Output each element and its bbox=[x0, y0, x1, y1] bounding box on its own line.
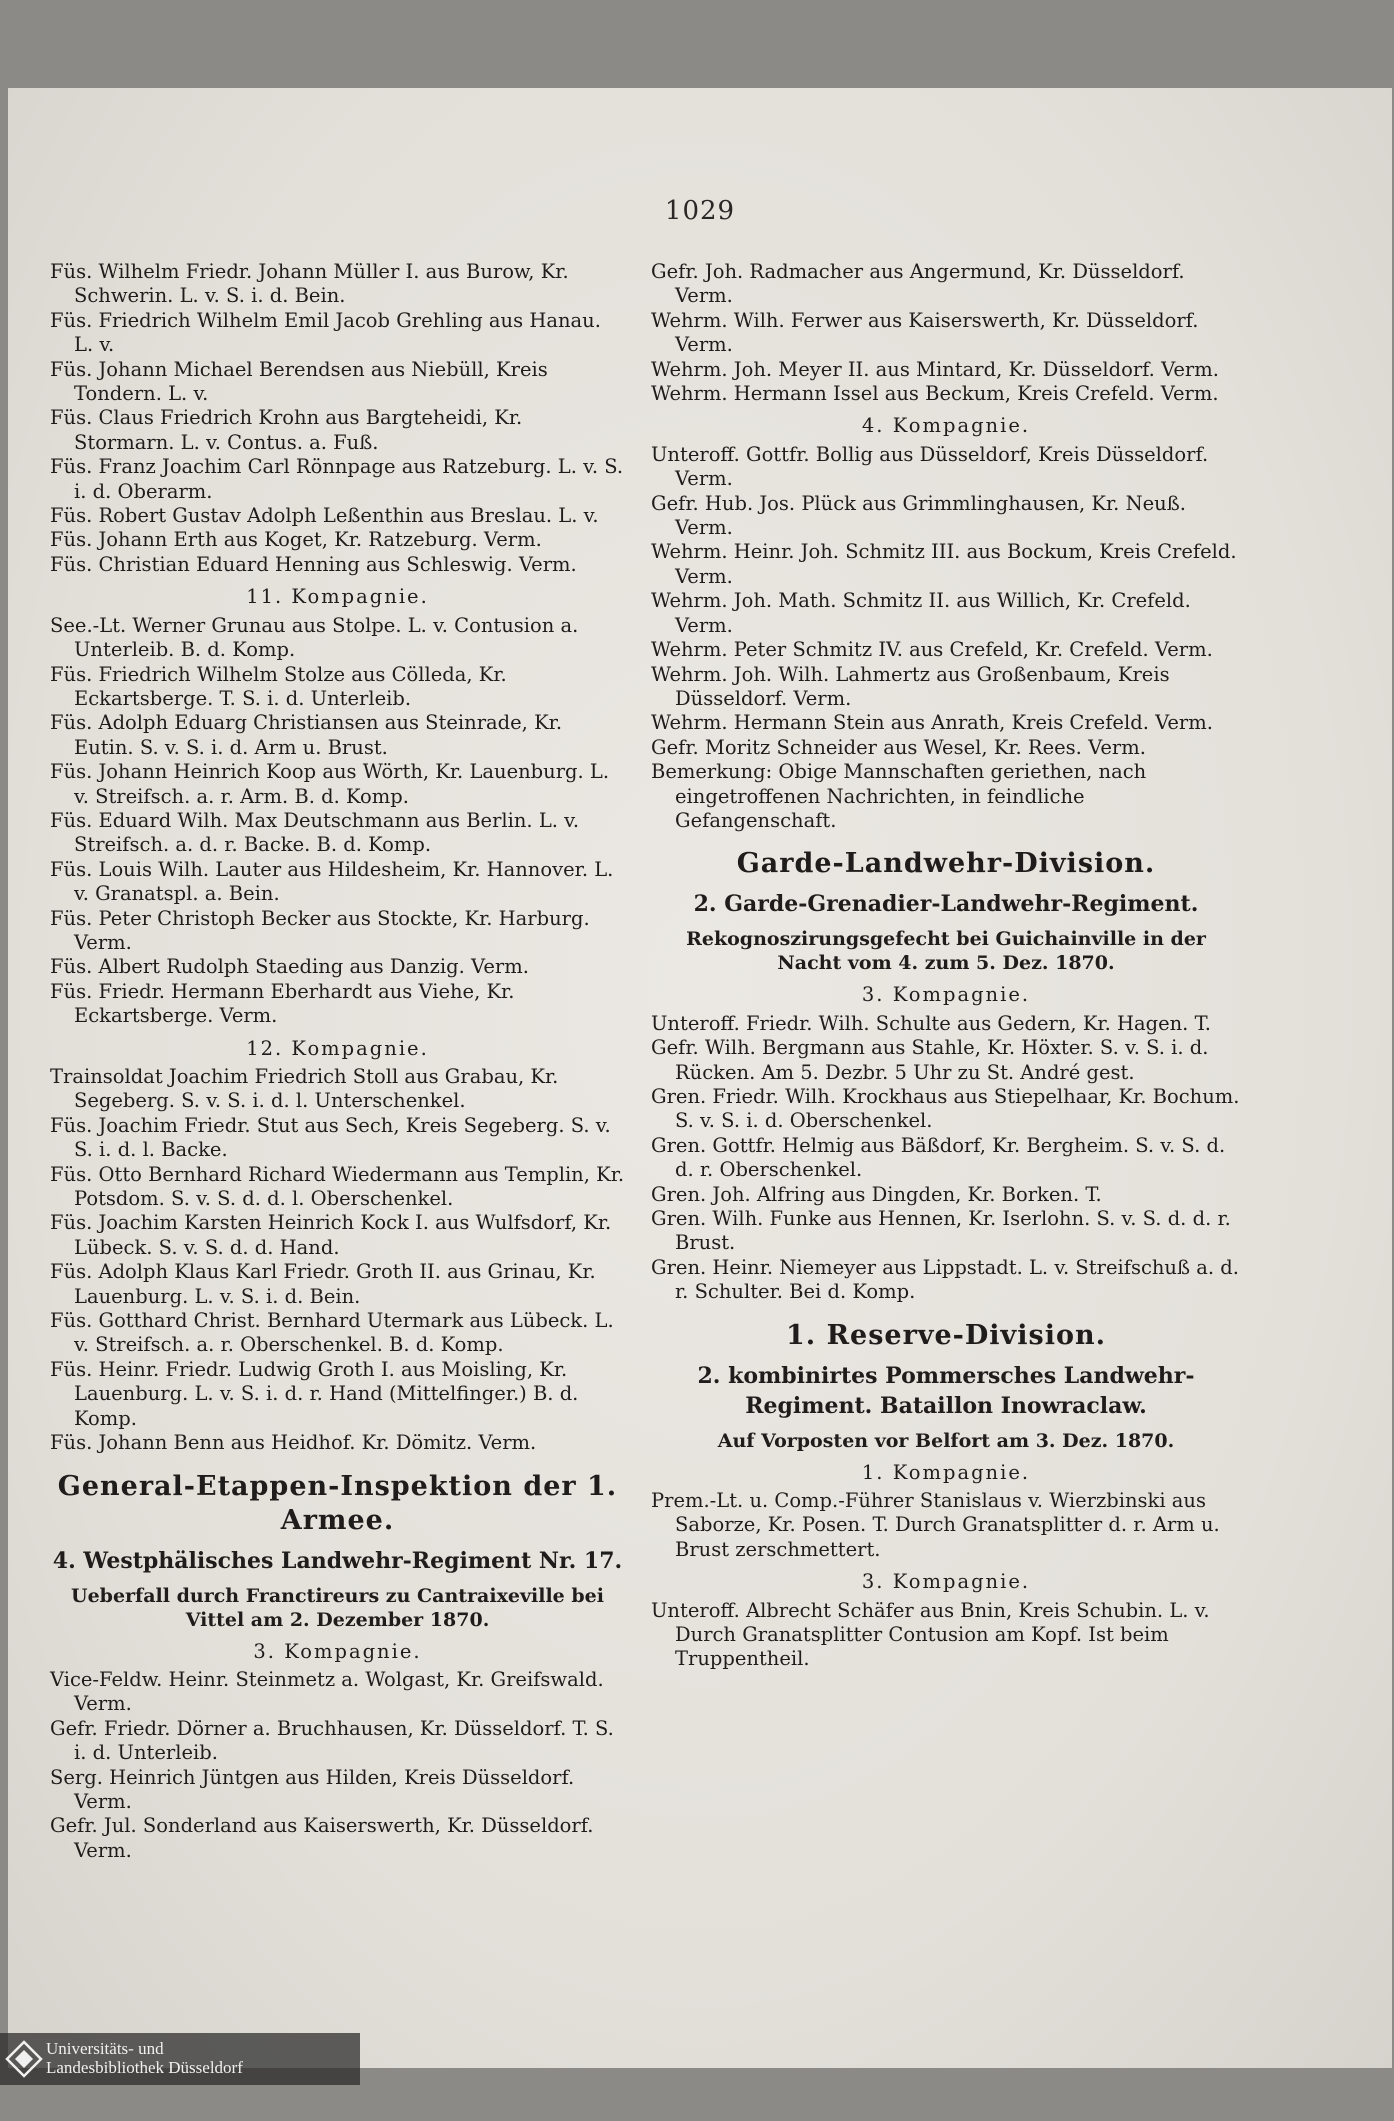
remark-note: Bemerkung: Obige Mannschaften geriethen, nach eingetroffenen Nachrichten, in feindliche Gefangenschaft. bbox=[651, 760, 1147, 832]
company-heading: 4. Kompagnie. bbox=[861, 414, 1031, 438]
ulb-logo-icon bbox=[4, 2039, 44, 2079]
casualty-entry: Füs. Johann Erth aus Koget, Kr. Ratzeburg. Verm. bbox=[50, 528, 542, 552]
company-heading: 3. Kompagnie. bbox=[861, 983, 1031, 1007]
casualty-entry: Füs. Friedr. Hermann Eberhardt aus Viehe, Kr. Eckartsberge. Verm. bbox=[50, 979, 515, 1028]
company-heading: 3. Kompagnie. bbox=[253, 1639, 422, 1663]
casualty-entry: Füs. Wilhelm Friedr. Johann Müller I. aus Burow, Kr. Schwerin. L. v. S. i. d. Bein. bbox=[50, 260, 569, 308]
library-name bbox=[46, 2039, 243, 2077]
casualty-entry: Füs. Claus Friedrich Krohn aus Bargteheidi, Kr. Stormarn. L. v. Contus. a. Fuß. bbox=[50, 406, 523, 454]
right-column bbox=[651, 260, 1241, 1672]
casualty-entry: Füs. Joachim Karsten Heinrich Kock I. aus Wulfsdorf, Kr. Lübeck. S. v. S. d. d. Hand. bbox=[50, 1211, 612, 1259]
casualty-entry: Gefr. Wilh. Bergmann aus Stahle, Kr. Höxter. S. v. S. i. d. Rücken. Am 5. Dezbr. 5 Uhr zu St. André gest. bbox=[651, 1036, 1209, 1084]
casualty-entry: Vice-Feldw. Heinr. Steinmetz a. Wolgast, Kr. Greifswald. Verm. bbox=[50, 1667, 604, 1716]
casualty-entry: Wehrm. Joh. Wilh. Lahmertz aus Großenbaum, Kreis Düsseldorf. Verm. bbox=[651, 662, 1170, 710]
casualty-entry: Füs. Louis Wilh. Lauter aus Hildesheim, Kr. Hannover. L. v. Granatspl. a. Bein. bbox=[50, 857, 614, 906]
casualty-entry: See.-Lt. Werner Grunau aus Stolpe. L. v. Contusion a. Unterleib. B. d. Komp. bbox=[50, 613, 579, 662]
casualty-entry: Füs. Franz Joachim Carl Rönnpage aus Ratzeburg. L. v. S. i. d. Oberarm. bbox=[50, 455, 624, 503]
casualty-entry: Wehrm. Joh. Meyer II. aus Mintard, Kr. Düsseldorf. Verm. bbox=[651, 357, 1219, 381]
casualty-entry: Wehrm. Joh. Math. Schmitz II. aus Willich, Kr. Crefeld. Verm. bbox=[651, 589, 1191, 637]
casualty-entry: Gefr. Hub. Jos. Plück aus Grimmlinghausen, Kr. Neuß. Verm. bbox=[651, 491, 1186, 540]
regiment-heading: 4. Westphälisches Landwehr-Regiment Nr. 17. bbox=[52, 1547, 623, 1574]
library-badge[interactable] bbox=[0, 2033, 360, 2085]
library-name-line-1: Universitäts- und bbox=[46, 2039, 164, 2058]
casualty-entry: Serg. Heinrich Jüntgen aus Hilden, Kreis Düsseldorf. Verm. bbox=[50, 1765, 575, 1813]
casualty-entry: Füs. Robert Gustav Adolph Leßenthin aus Breslau. L. v. bbox=[50, 504, 599, 528]
division-heading: 1. Reserve-Division. bbox=[786, 1319, 1106, 1351]
casualty-entry: Wehrm. Heinr. Joh. Schmitz III. aus Bockum, Kreis Crefeld. Verm. bbox=[651, 540, 1237, 588]
casualty-entry: Füs. Friedrich Wilhelm Stolze aus Cölleda, Kr. Eckartsberge. T. S. i. d. Unterleib. bbox=[50, 662, 507, 710]
company-heading: 12. Kompagnie. bbox=[246, 1036, 429, 1060]
casualty-entry: Gren. Gottfr. Helmig aus Bäßdorf, Kr. Bergheim. S. v. S. d. d. r. Oberschenkel. bbox=[651, 1133, 1226, 1182]
casualty-entry: Gefr. Moritz Schneider aus Wesel, Kr. Rees. Verm. bbox=[651, 735, 1146, 759]
casualty-entry: Gren. Joh. Alfring aus Dingden, Kr. Borken. T. bbox=[651, 1182, 1102, 1206]
company-heading: 1. Kompagnie. bbox=[861, 1460, 1031, 1484]
casualty-entry: Füs. Johann Benn aus Heidhof. Kr. Dömitz. Verm. bbox=[50, 1431, 537, 1455]
casualty-entry: Prem.-Lt. u. Comp.-Führer Stanislaus v. Wierzbinski aus Saborze, Kr. Posen. T. Durch Granatsplitter d. r. Arm u. Brust zerschmettert. bbox=[651, 1489, 1220, 1561]
casualty-entry: Unteroff. Gottfr. Bollig aus Düsseldorf, Kreis Düsseldorf. Verm. bbox=[651, 442, 1209, 491]
casualty-entry: Gefr. Friedr. Dörner a. Bruchhausen, Kr. Düsseldorf. T. S. i. d. Unterleib. bbox=[50, 1716, 614, 1765]
casualty-entry: Füs. Johann Heinrich Koop aus Wörth, Kr. Lauenburg. L. v. Streifsch. a. r. Arm. B. d. Komp. bbox=[50, 760, 610, 808]
casualty-entry: Wehrm. Peter Schmitz IV. aus Crefeld, Kr. Crefeld. Verm. bbox=[651, 638, 1213, 662]
regiment-heading: 2. kombinirtes Pommersches Landwehr-Regiment. Bataillon Inowraclaw. bbox=[697, 1362, 1195, 1419]
casualty-entry: Gren. Heinr. Niemeyer aus Lippstadt. L. v. Streifschuß a. d. r. Schulter. Bei d. Komp. bbox=[651, 1255, 1239, 1304]
casualty-entry: Füs. Adolph Klaus Karl Friedr. Groth II. aus Grinau, Kr. Lauenburg. L. v. S. i. d. Bein. bbox=[50, 1260, 596, 1308]
casualty-entry: Füs. Christian Eduard Henning aus Schleswig. Verm. bbox=[50, 552, 577, 576]
casualty-entry: Wehrm. Wilh. Ferwer aus Kaiserswerth, Kr. Düsseldorf. Verm. bbox=[651, 308, 1199, 357]
casualty-entry: Füs. Peter Christoph Becker aus Stockte, Kr. Harburg. Verm. bbox=[50, 906, 590, 954]
casualty-entry: Füs. Heinr. Friedr. Ludwig Groth I. aus Moisling, Kr. Lauenburg. L. v. S. i. d. r. Hand (Mittelfinger.) B. d. Komp. bbox=[50, 1357, 579, 1430]
casualty-entry: Füs. Gotthard Christ. Bernhard Utermark aus Lübeck. L. v. Streifsch. a. r. Oberschenkel. B. d. Komp. bbox=[50, 1309, 614, 1357]
engagement-heading: Ueberfall durch Franctireurs zu Cantraixeville bei Vittel am 2. Dezember 1870. bbox=[71, 1584, 604, 1631]
page-number: 1029 bbox=[664, 196, 736, 226]
casualty-entry: Wehrm. Hermann Stein aus Anrath, Kreis Crefeld. Verm. bbox=[651, 711, 1213, 735]
casualty-entry: Füs. Joachim Friedr. Stut aus Sech, Kreis Segeberg. S. v. S. i. d. l. Backe. bbox=[50, 1113, 611, 1162]
left-column bbox=[50, 260, 625, 1863]
casualty-entry: Gren. Friedr. Wilh. Krockhaus aus Stiepelhaar, Kr. Bochum. S. v. S. i. d. Oberschenkel. bbox=[651, 1084, 1240, 1133]
casualty-entry: Füs. Adolph Eduarg Christiansen aus Steinrade, Kr. Eutin. S. v. S. i. d. Arm u. Brust. bbox=[50, 711, 563, 759]
regiment-heading: 2. Garde-Grenadier-Landwehr-Regiment. bbox=[693, 891, 1199, 918]
engagement-heading: Rekognoszirungsgefecht bei Guichainville in der Nacht vom 4. zum 5. Dez. 1870. bbox=[686, 928, 1206, 975]
casualty-entry: Füs. Friedrich Wilhelm Emil Jacob Grehling aus Hanau. L. v. bbox=[50, 308, 601, 357]
casualty-entry: Unteroff. Friedr. Wilh. Schulte aus Gedern, Kr. Hagen. T. bbox=[651, 1011, 1211, 1035]
casualty-entry: Füs. Eduard Wilh. Max Deutschmann aus Berlin. L. v. Streifsch. a. d. r. Backe. B. d. Komp. bbox=[50, 808, 580, 857]
casualty-entry: Unteroff. Albrecht Schäfer aus Bnin, Kreis Schubin. L. v. Durch Granatsplitter Contusion am Kopf. Ist beim Truppentheil. bbox=[651, 1598, 1210, 1671]
casualty-entry: Gefr. Jul. Sonderland aus Kaiserswerth, Kr. Düsseldorf. Verm. bbox=[50, 1814, 594, 1862]
division-heading: General-Etappen-Inspektion der 1. Armee. bbox=[57, 1470, 618, 1536]
division-heading: Garde-Landwehr-Division. bbox=[736, 848, 1156, 880]
casualty-entry: Gefr. Joh. Radmacher aus Angermund, Kr. Düsseldorf. Verm. bbox=[651, 260, 1185, 308]
company-heading: 3. Kompagnie. bbox=[861, 1570, 1031, 1594]
casualty-entry: Füs. Albert Rudolph Staeding aus Danzig. Verm. bbox=[50, 955, 529, 979]
casualty-entry: Trainsoldat Joachim Friedrich Stoll aus Grabau, Kr. Segeberg. S. v. S. i. d. l. Unterschenkel. bbox=[50, 1065, 559, 1113]
casualty-entry: Gren. Wilh. Funke aus Hennen, Kr. Iserlohn. S. v. S. d. d. r. Brust. bbox=[651, 1207, 1231, 1255]
document-page bbox=[8, 88, 1392, 2068]
library-name-line-2: Landesbibliothek Düsseldorf bbox=[46, 2058, 243, 2077]
company-heading: 11. Kompagnie. bbox=[246, 585, 429, 609]
engagement-heading: Auf Vorposten vor Belfort am 3. Dez. 1870. bbox=[717, 1429, 1175, 1452]
casualty-entry: Wehrm. Hermann Issel aus Beckum, Kreis Crefeld. Verm. bbox=[651, 382, 1219, 406]
casualty-entry: Füs. Johann Michael Berendsen aus Niebüll, Kreis Tondern. L. v. bbox=[50, 357, 548, 406]
casualty-entry: Füs. Otto Bernhard Richard Wiedermann aus Templin, Kr. Potsdom. S. v. S. d. d. l. Oberschenkel. bbox=[50, 1162, 625, 1211]
